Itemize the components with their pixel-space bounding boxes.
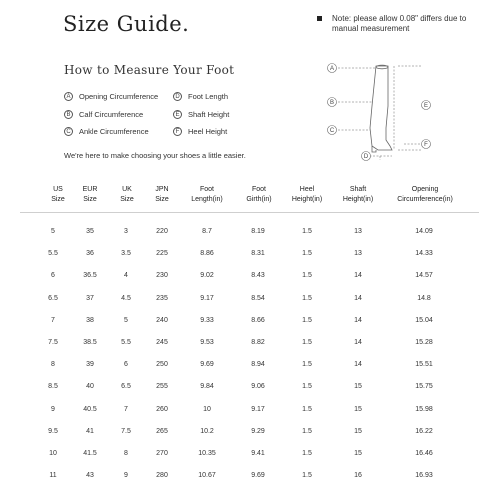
circle-f-icon: F xyxy=(173,127,182,136)
table-cell: 6.5 xyxy=(48,294,58,302)
table-cell: 36.5 xyxy=(83,272,97,280)
circle-b-icon: B xyxy=(64,110,73,119)
circle-a-icon: A xyxy=(64,92,73,101)
table-cell: 14.8 xyxy=(417,294,431,302)
table-cell: 5.5 xyxy=(48,250,58,258)
header-line: Size xyxy=(83,196,97,203)
table-cell: 10.35 xyxy=(198,450,216,457)
tagline: We're here to make choosing your shoes a little easier. xyxy=(64,151,246,160)
table-cell: 9.53 xyxy=(200,339,214,346)
table-cell: 1.5 xyxy=(302,361,312,369)
legend-label: Calf Circumference xyxy=(79,110,144,119)
table-cell: 3 xyxy=(124,228,128,235)
table-cell: 250 xyxy=(156,361,168,369)
table-cell: 9.69 xyxy=(251,472,265,480)
table-cell: 9 xyxy=(51,405,55,413)
header-foot-girth xyxy=(239,185,279,205)
bullet-square-icon xyxy=(317,16,322,21)
table-cell: 1.5 xyxy=(302,228,312,235)
table-cell: 1.5 xyxy=(302,427,312,435)
header-line: Length(in) xyxy=(191,196,223,203)
legend-item-c xyxy=(64,127,149,136)
table-cell: 220 xyxy=(156,228,168,235)
header-line: EUR xyxy=(82,186,98,193)
table-cell: 7.5 xyxy=(121,427,131,435)
table-cell: 37 xyxy=(86,294,94,302)
header-jpn-size xyxy=(151,185,173,205)
table-cell: 6 xyxy=(51,272,55,280)
table-cell: 280 xyxy=(156,472,168,480)
circle-c-icon: C xyxy=(64,127,73,136)
table-cell: 38 xyxy=(86,316,94,324)
measure-heading: How to Measure Your Foot xyxy=(64,63,235,77)
table-cell: 11 xyxy=(49,472,57,480)
diagram-label-f: F xyxy=(424,142,428,148)
table-cell: 14 xyxy=(354,361,362,369)
table-row xyxy=(0,317,500,329)
table-row xyxy=(0,383,500,395)
table-cell: 15.51 xyxy=(415,361,433,369)
table-cell: 8.19 xyxy=(251,228,265,235)
table-cell: 16.22 xyxy=(415,427,433,435)
table-row xyxy=(0,272,500,284)
table-cell: 4 xyxy=(124,272,128,280)
table-cell: 9.33 xyxy=(200,316,214,324)
table-cell: 1.5 xyxy=(302,316,312,324)
header-line: Opening xyxy=(411,186,439,193)
table-cell: 245 xyxy=(156,339,168,346)
table-cell: 9.69 xyxy=(200,361,214,369)
table-cell: 9.29 xyxy=(251,427,265,435)
table-cell: 7 xyxy=(51,316,55,324)
table-cell: 6.5 xyxy=(121,383,131,391)
table-cell: 235 xyxy=(156,294,168,302)
table-cell: 9.06 xyxy=(251,383,265,391)
table-row xyxy=(0,450,500,462)
header-line: Foot xyxy=(199,186,214,193)
table-cell: 9.84 xyxy=(200,383,214,391)
table-row xyxy=(0,361,500,373)
table-cell: 8.86 xyxy=(200,250,214,258)
legend-item-e xyxy=(173,110,229,119)
table-row xyxy=(0,295,500,307)
table-cell: 8.43 xyxy=(251,272,265,280)
table-cell: 16.46 xyxy=(415,450,433,457)
table-cell: 40 xyxy=(86,383,94,391)
header-line: Height(in) xyxy=(291,196,323,203)
table-cell: 8.31 xyxy=(251,250,265,258)
table-cell: 15.75 xyxy=(415,383,433,391)
table-cell: 5 xyxy=(51,228,55,235)
table-cell: 10.2 xyxy=(200,427,214,435)
diagram-label-a: A xyxy=(329,66,335,72)
table-cell: 9.17 xyxy=(251,405,265,413)
table-cell: 8 xyxy=(124,450,128,457)
legend-item-a xyxy=(64,92,158,101)
circle-d-icon: D xyxy=(173,92,182,101)
table-cell: 9 xyxy=(124,472,128,480)
table-row xyxy=(0,428,500,440)
table-cell: 1.5 xyxy=(302,383,312,391)
table-cell: 7 xyxy=(124,405,128,413)
legend-item-f xyxy=(173,127,227,136)
header-line: Circumference(in) xyxy=(397,196,453,203)
table-cell: 10.67 xyxy=(198,472,216,480)
table-divider xyxy=(20,212,479,213)
table-cell: 14 xyxy=(354,272,362,280)
legend-label: Shaft Height xyxy=(188,110,230,119)
header-line: Foot xyxy=(251,186,266,193)
table-cell: 5.5 xyxy=(121,339,131,346)
diagram-label-d: D xyxy=(363,154,369,160)
table-row xyxy=(0,250,500,262)
table-cell: 14.57 xyxy=(415,272,433,280)
header-eur-size xyxy=(79,185,101,205)
table-cell: 14 xyxy=(354,339,362,346)
table-cell: 8.94 xyxy=(251,361,265,369)
table-cell: 1.5 xyxy=(302,405,312,413)
table-cell: 1.5 xyxy=(302,472,312,480)
table-cell: 8.5 xyxy=(48,383,58,391)
legend-item-d xyxy=(173,92,228,101)
table-cell: 43 xyxy=(86,472,94,480)
table-cell: 35 xyxy=(86,228,94,235)
table-cell: 14 xyxy=(354,294,362,302)
header-line: Size xyxy=(155,196,169,203)
header-line: Size xyxy=(51,196,65,203)
table-cell: 14 xyxy=(354,316,362,324)
table-row xyxy=(0,228,500,240)
table-cell: 15 xyxy=(354,383,362,391)
table-cell: 8.82 xyxy=(251,339,265,346)
legend-label: Heel Height xyxy=(188,127,228,136)
table-cell: 7.5 xyxy=(48,339,58,346)
table-cell: 13 xyxy=(354,228,362,235)
table-cell: 13 xyxy=(354,250,362,258)
header-line: JPN xyxy=(155,186,169,193)
table-cell: 6 xyxy=(124,361,128,369)
legend-label: Opening Circumference xyxy=(79,92,159,101)
table-cell: 40.5 xyxy=(83,405,97,413)
table-cell: 15.28 xyxy=(415,339,433,346)
table-cell: 14.33 xyxy=(415,250,433,258)
header-opening-circumference xyxy=(391,185,459,205)
table-row xyxy=(0,406,500,418)
table-cell: 16.93 xyxy=(415,472,433,480)
header-line: Heel xyxy=(299,186,315,193)
table-cell: 14.09 xyxy=(415,228,433,235)
table-cell: 1.5 xyxy=(302,250,312,258)
legend-item-b xyxy=(64,110,143,119)
table-cell: 265 xyxy=(156,427,168,435)
header-heel-height xyxy=(286,185,328,205)
table-cell: 38.5 xyxy=(83,339,97,346)
diagram-label-c: C xyxy=(329,128,335,134)
page-title: Size Guide. xyxy=(63,12,190,36)
table-cell: 240 xyxy=(156,316,168,324)
table-cell: 270 xyxy=(156,450,168,457)
header-line: UK xyxy=(122,186,132,193)
header-uk-size xyxy=(116,185,138,205)
table-cell: 9.5 xyxy=(48,427,58,435)
table-cell: 8.54 xyxy=(251,294,265,302)
table-cell: 260 xyxy=(156,405,168,413)
table-cell: 16 xyxy=(354,472,362,480)
diagram-label-e: E xyxy=(423,103,429,109)
table-cell: 3.5 xyxy=(121,250,131,258)
legend-label: Ankle Circumference xyxy=(79,127,149,136)
table-cell: 8 xyxy=(51,361,55,369)
note-text: Note: please allow 0.08" differs due to manual measurement xyxy=(332,14,467,33)
table-cell: 8.7 xyxy=(202,228,212,235)
header-shaft-height xyxy=(337,185,379,205)
table-cell: 15 xyxy=(354,450,362,457)
table-cell: 41 xyxy=(86,427,94,435)
table-cell: 230 xyxy=(156,272,168,280)
table-cell: 9.02 xyxy=(200,272,214,280)
header-line: US xyxy=(53,186,63,193)
header-us-size xyxy=(47,185,69,205)
table-cell: 15 xyxy=(354,405,362,413)
table-cell: 9.17 xyxy=(200,294,214,302)
header-line: Size xyxy=(120,196,134,203)
header-line: Height(in) xyxy=(342,196,374,203)
table-cell: 15.98 xyxy=(415,405,433,413)
table-cell: 1.5 xyxy=(302,272,312,280)
table-cell: 8.66 xyxy=(251,316,265,324)
boot-diagram xyxy=(318,58,438,168)
table-cell: 10 xyxy=(49,450,57,457)
diagram-label-b: B xyxy=(329,100,335,106)
table-cell: 10 xyxy=(203,405,211,413)
table-cell: 15.04 xyxy=(415,316,433,324)
table-cell: 39 xyxy=(86,361,94,369)
table-cell: 255 xyxy=(156,383,168,391)
table-row xyxy=(0,339,500,351)
table-cell: 5 xyxy=(124,316,128,324)
table-row xyxy=(0,472,500,484)
table-cell: 1.5 xyxy=(302,450,312,457)
table-cell: 36 xyxy=(86,250,94,258)
table-cell: 4.5 xyxy=(121,294,131,302)
header-foot-length xyxy=(186,185,228,205)
table-cell: 225 xyxy=(156,250,168,258)
table-cell: 1.5 xyxy=(302,339,312,346)
table-cell: 41.5 xyxy=(83,450,97,457)
circle-e-icon: E xyxy=(173,110,182,119)
header-line: Girth(in) xyxy=(246,196,272,203)
table-cell: 1.5 xyxy=(302,294,312,302)
legend-label: Foot Length xyxy=(188,92,229,101)
table-cell: 9.41 xyxy=(251,450,265,457)
table-cell: 15 xyxy=(354,427,362,435)
header-line: Shaft xyxy=(349,186,367,193)
